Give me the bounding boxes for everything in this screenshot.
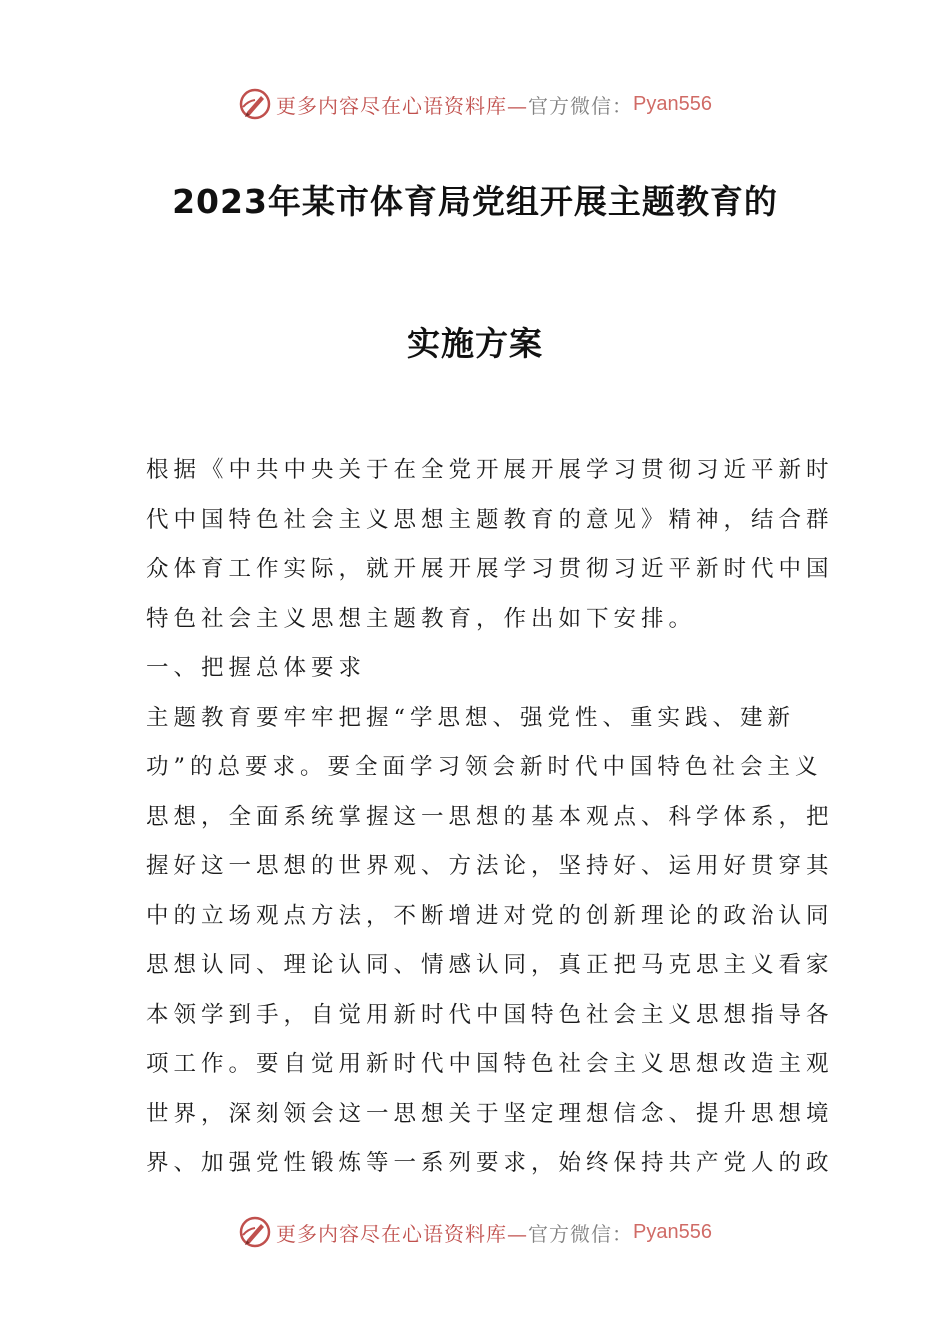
pen-logo-icon [238, 1215, 272, 1249]
body-line: 主题教育要牢牢把握“学思想、强党性、重实践、建新 [146, 704, 796, 731]
body-line: 握好这一思想的世界观、方法论，坚持好、运用好贯穿其 [146, 853, 834, 879]
body-line: 思想，全面系统掌握这一思想的基本观点、科学体系，把 [146, 803, 834, 830]
banner-brand-text: 更多内容尽在心语资料库— [276, 93, 529, 118]
document-title-line-2: 实施方案 [407, 324, 543, 363]
banner-contact-label: 官方微信： [528, 1221, 634, 1246]
body-line: 界、加强党性锻炼等一系列要求，始终保持共产党人的政 [146, 1150, 834, 1176]
pen-logo-icon [238, 87, 272, 121]
document-body [146, 450, 834, 1193]
banner-contact-value: Pyan556 [633, 92, 712, 115]
banner-contact-value: Pyan556 [633, 1220, 712, 1243]
banner-brand-text: 更多内容尽在心语资料库— [276, 1221, 529, 1246]
body-line: 思想认同、理论认同、情感认同，真正把马克思主义看家 [146, 952, 834, 978]
body-line: 本领学到手，自觉用新时代中国特色社会主义思想指导各 [146, 1001, 834, 1028]
section-heading: 一、把握总体要求 [146, 655, 367, 681]
body-line: 代中国特色社会主义思想主题教育的意见》精神，结合群 [146, 506, 834, 533]
body-line: 功”的总要求。要全面学习领会新时代中国特色社会主义 [146, 754, 823, 780]
body-line: 世界，深刻领会这一思想关于坚定理想信念、提升思想境 [146, 1100, 834, 1127]
footer-banner [0, 1210, 950, 1254]
body-line: 根据《中共中央关于在全党开展开展学习贯彻习近平新时 [146, 457, 834, 483]
body-line: 特色社会主义思想主题教育，作出如下安排。 [146, 605, 697, 632]
banner-contact-label: 官方微信： [528, 93, 634, 118]
body-line: 项工作。要自觉用新时代中国特色社会主义思想改造主观 [146, 1051, 834, 1077]
header-banner [0, 82, 950, 126]
document-title-line-1: 2023年某市体育局党组开展主题教育的 [172, 182, 778, 221]
body-line: 众体育工作实际，就开展开展学习贯彻习近平新时代中国 [146, 556, 834, 582]
body-line: 中的立场观点方法，不断增进对党的创新理论的政治认同 [146, 902, 834, 929]
